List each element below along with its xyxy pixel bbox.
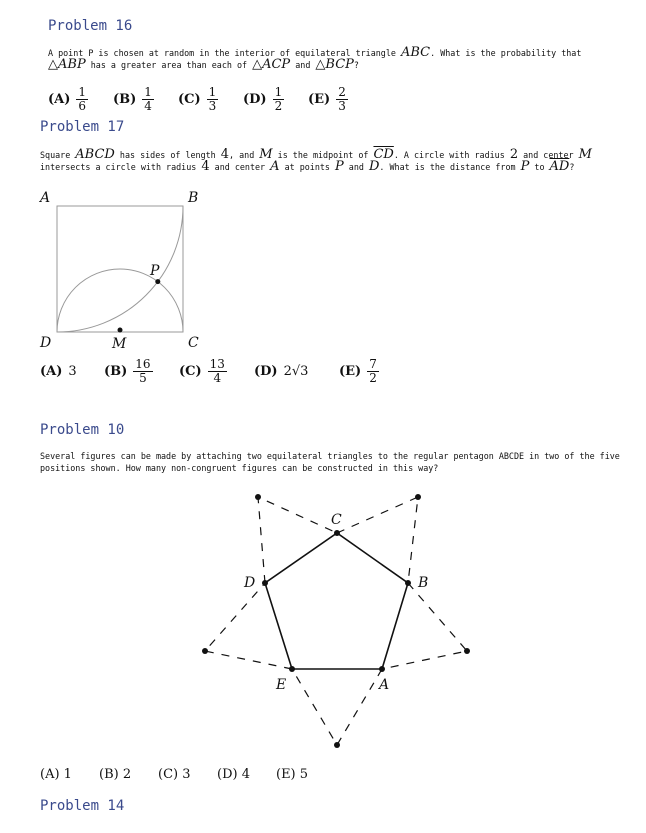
choice-value: 3 [68, 364, 77, 379]
p17-math: ABCD [75, 147, 115, 162]
p17-math: 4 [220, 147, 230, 162]
choice-letter: (A) [48, 92, 71, 107]
label-d: D [40, 335, 52, 351]
numerator: 1 [78, 85, 87, 99]
p17-math: 2 [509, 147, 519, 162]
p10-choice-e: (E) 5 [276, 767, 309, 782]
p16-choice-a [48, 86, 113, 113]
denominator: 3 [208, 99, 217, 113]
p16-text-c: has a greater area than each of [85, 60, 253, 70]
p17-text: . What is the distance from [379, 162, 521, 172]
denominator: 3 [338, 99, 346, 113]
denominator: 2 [274, 99, 283, 113]
p17-math: 4 [201, 159, 210, 174]
choice-letter: (D) [254, 364, 278, 379]
problem-17-choices [40, 358, 409, 385]
p16-math-acp: △ACP [252, 57, 291, 72]
p17-math: M [578, 147, 592, 162]
vertex-d-dot [262, 580, 268, 586]
p16-text-d: and [290, 60, 316, 70]
p17-choice-d [254, 364, 339, 379]
p17-text: ? [569, 162, 575, 172]
fraction [207, 86, 219, 113]
p17-text: to [529, 162, 550, 172]
p17-text: Square [40, 150, 76, 160]
problem-10-statement [40, 450, 630, 474]
choice-letter: (E) [339, 364, 362, 379]
triangle-ba [382, 583, 467, 669]
label-a: A [379, 677, 390, 693]
problem-17-heading: Problem 17 [40, 119, 125, 135]
numerator: 1 [274, 85, 283, 99]
p10-text-line-1: Several figures can be made by attaching two equilateral triangles to the regular pentagon ABCDE in two of the five [40, 451, 620, 461]
point-p-dot [155, 279, 160, 284]
label-b: B [188, 190, 199, 206]
apex-dot [202, 648, 208, 654]
fraction [76, 86, 88, 113]
p17-math: $\overline{CD}$ [373, 147, 394, 162]
label-b: B [418, 575, 429, 591]
p16-text-a: A point P is chosen at random in the interior of equilateral triangle [48, 48, 396, 58]
numerator: 13 [209, 357, 225, 371]
fraction [367, 358, 379, 385]
denominator: 4 [144, 99, 152, 113]
p17-text: intersects a circle with radius [40, 162, 202, 172]
triangle-cb [337, 497, 418, 583]
p17-text: at points [279, 162, 336, 172]
choice-letter: (C) [179, 364, 202, 379]
p17-text: is the midpoint of [272, 150, 374, 160]
vertex-a-dot [379, 666, 385, 672]
apex-dot [415, 494, 421, 500]
apex-dot [464, 648, 470, 654]
p10-text-line-2: positions shown. How many non-congruent figures can be constructed in this way? [40, 463, 439, 473]
p16-text-b: . What is the probability that [430, 48, 582, 58]
fraction [336, 86, 348, 113]
p10-choice-b: (B) 2 [99, 767, 132, 782]
fraction [273, 86, 285, 113]
label-m: M [112, 336, 127, 352]
p16-choice-b [113, 86, 178, 113]
p16-text-e: ? [353, 60, 359, 70]
numerator: 16 [135, 357, 151, 371]
p17-text: and center [209, 162, 271, 172]
denominator: 4 [213, 371, 222, 385]
numerator: 7 [369, 357, 377, 371]
p17-math: M [259, 147, 273, 162]
p10-choice-d: (D) 4 [217, 767, 250, 782]
problem-16-choices [48, 86, 373, 113]
problem-17-statement [40, 149, 620, 173]
p16-choice-e [308, 86, 373, 113]
p17-choice-b [104, 358, 179, 385]
vertex-b-dot [405, 580, 411, 586]
triangle-ae [292, 669, 382, 745]
p17-math: $\overline{AD}$ [549, 159, 570, 174]
denominator: 2 [369, 371, 377, 385]
p10-choice-a: (A) 1 [40, 767, 72, 782]
problem-16-statement [48, 47, 608, 71]
pentagon-abcde [265, 533, 408, 669]
p17-text: , and [229, 150, 260, 160]
p17-text: has sides of length [114, 150, 221, 160]
pentagon-vertices [202, 494, 470, 748]
p17-math: P [520, 159, 530, 174]
numerator: 1 [208, 85, 217, 99]
p17-choice-e [339, 358, 409, 385]
problem-16-heading: Problem 16 [48, 18, 133, 34]
triangle-dc [258, 497, 337, 583]
apex-dot [334, 742, 340, 748]
p17-text: and center [518, 150, 579, 160]
p17-math: P [335, 159, 344, 174]
vertex-c-dot [334, 530, 340, 536]
point-m-dot [118, 328, 123, 333]
p17-choice-c [179, 358, 254, 385]
circle-arc-center-a [57, 206, 183, 332]
fraction [142, 86, 154, 113]
problem-10-heading: Problem 10 [40, 422, 125, 438]
p17-text: . A circle with radius [393, 150, 510, 160]
p17-text: and [343, 162, 369, 172]
choice-letter: (A) [40, 364, 63, 379]
choice-letter: (D) [243, 92, 267, 107]
label-c: C [331, 512, 342, 528]
triangle-ed [205, 583, 292, 669]
fraction [208, 358, 227, 385]
circle-arc-center-m [57, 269, 183, 332]
label-a: A [40, 190, 51, 206]
label-c: C [188, 335, 199, 351]
choice-letter: (B) [104, 364, 128, 379]
p10-choice-c: (C) 3 [158, 767, 191, 782]
square-abcd [57, 206, 183, 332]
denominator: 5 [139, 371, 147, 385]
label-e: E [276, 677, 287, 693]
dashed-triangles [205, 497, 467, 745]
label-d: D [244, 575, 256, 591]
p17-math: A [270, 159, 280, 174]
numerator: 2 [338, 85, 346, 99]
p16-math-bcp: △BCP [315, 57, 354, 72]
denominator: 6 [78, 99, 87, 113]
choice-value: 2√3 [283, 364, 309, 379]
choice-letter: (E) [308, 92, 331, 107]
problem-14-heading: Problem 14 [40, 798, 125, 814]
apex-dot [255, 494, 261, 500]
p16-choice-d [243, 86, 308, 113]
numerator: 1 [144, 85, 152, 99]
label-p: P [150, 263, 160, 279]
problem-10-choices [40, 767, 335, 782]
p16-choice-c [178, 86, 243, 113]
p17-choice-a [40, 364, 104, 379]
p16-math-abp: △ABP [48, 57, 86, 72]
choice-letter: (C) [178, 92, 201, 107]
vertex-e-dot [289, 666, 295, 672]
p17-math: D [368, 159, 380, 174]
p16-math-abc: ABC [400, 45, 431, 60]
choice-letter: (B) [113, 92, 137, 107]
fraction [133, 358, 152, 385]
